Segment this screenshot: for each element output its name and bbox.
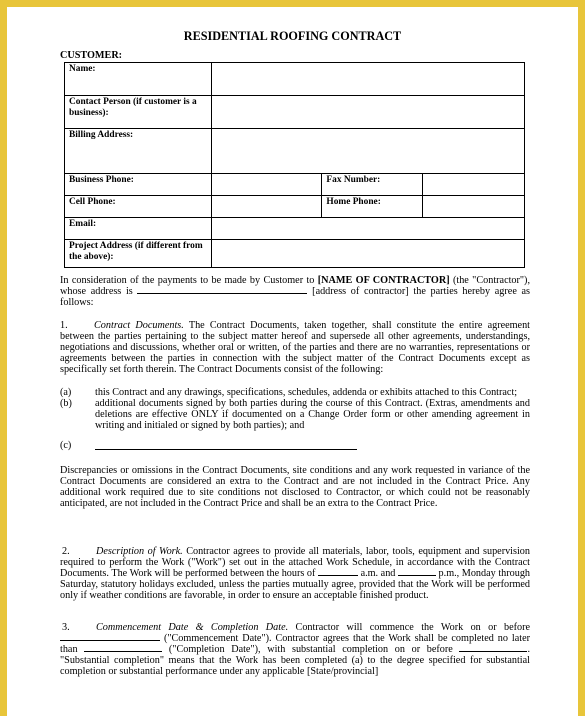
contract-page [7, 7, 578, 716]
list-item-a-text: this Contract and any drawings, specifications, schedules, addenda or exhibits attached to this Contract; [95, 387, 518, 398]
start-hour-blank[interactable] [318, 575, 358, 576]
section-3-text-c: ("Completion Date"), with substantial completion on or before [168, 644, 453, 655]
project-address-label: Project Address (if different from the above): [65, 240, 212, 268]
intro-text-a: In consideration of the payments to be made by Customer to [60, 275, 315, 286]
section-2-text-a: Contractor agrees to provide all materials, labor, tools, equipment and supervision required to perform the Work ("Work") set out in the attached Work Schedule, in accordance with the Contract Documents. The Work will be performed between the hours of [60, 546, 530, 579]
intro-text-b: (the "Contractor"), whose address is [60, 275, 531, 297]
contractor-name-placeholder: [NAME OF CONTRACTOR] [317, 275, 450, 286]
section-2-heading: Description of Work. [96, 546, 183, 557]
name-label: Name: [65, 63, 212, 96]
section-3-text-d: . "Substantial completion" means that the Work has been completed (a) to the degree specified for substantial completion or substantial performance under any applicable [State/provincial] [60, 644, 530, 677]
list-item-b-label: (b) [60, 398, 72, 409]
commencement-date-blank[interactable] [60, 640, 160, 641]
end-hour-blank[interactable] [398, 575, 436, 576]
fax-number-label: Fax Number: [322, 174, 423, 196]
discrepancies-paragraph: Discrepancies or omissions in the Contract Documents, site conditions and any work requested in variance of the Contract Documents are considered an extra to the Contract and are not included in the Contract Price. Any additional work required due to site conditions not disclosed to Contractor, or which could not be reasonably anticipated, are not included in the Contract Price and shall be an extra to the Contract Price. [60, 465, 530, 509]
home-phone-field[interactable] [423, 196, 525, 218]
section-1 [60, 320, 530, 509]
list-item-a-label: (a) [60, 387, 72, 398]
section-1-text: The Contract Documents, taken together, shall constitute the entire agreement between the parties pertaining to the subject matter hereof and supersede all other agreements, understandings, negotiations and discussions, whether oral or written, of the parties and there are no warranties, representations or agreements between the parties in connection with the subject matter of the Contract Documents except as specifically set forth therein. The Contract Documents consist of the following: [60, 320, 530, 375]
section-1-heading: Contract Documents. [94, 320, 184, 331]
cell-phone-field[interactable] [211, 196, 322, 218]
list-item-b [60, 398, 530, 431]
list-item-b-text: additional documents signed by both parties during the course of this Contract. (Extras, amendments and deletions are effective ONLY if documented on a Change Order form or other amending agreement in writing and initialed or signed by both parties); and [95, 398, 530, 431]
billing-address-field[interactable] [211, 129, 524, 174]
substantial-completion-blank[interactable] [459, 651, 527, 652]
intro-paragraph [60, 275, 530, 308]
intro-text-c: the parties hereby agree as follows: [60, 286, 531, 308]
completion-date-blank[interactable] [84, 651, 162, 652]
section-3-text-b: ("Commencement Date"). Contractor agrees that the Work shall be completed no later than [60, 633, 531, 655]
section-2-number: 2. [62, 546, 70, 557]
project-address-field[interactable] [211, 240, 524, 268]
fax-number-field[interactable] [423, 174, 525, 196]
list-item-a [60, 387, 530, 398]
email-label: Email: [65, 218, 212, 240]
section-3-heading: Commencement Date & Completion Date. [96, 622, 289, 633]
cell-phone-label: Cell Phone: [65, 196, 212, 218]
section-3-number: 3. [62, 622, 70, 633]
section-2-text-b: p.m., Monday through Saturday, statutory holidays excluded, unless the parties mutually agree, provided that the Work will be performed only if weather conditions are favorable, in order to ensure an acceptable finished product. [60, 568, 531, 601]
list-item-c-label: (c) [60, 440, 72, 451]
name-field[interactable] [211, 63, 524, 96]
section-3 [60, 622, 530, 677]
customer-label: CUSTOMER: [60, 50, 123, 61]
home-phone-label: Home Phone: [322, 196, 423, 218]
contact-person-label: Contact Person (if customer is a business): [65, 96, 212, 129]
document-title: RESIDENTIAL ROOFING CONTRACT [183, 29, 402, 43]
address-placeholder: [address of contractor] [312, 286, 409, 297]
list-item-c-blank[interactable] [95, 440, 357, 450]
customer-info-table [64, 62, 525, 268]
business-phone-label: Business Phone: [65, 174, 212, 196]
section-2-am: a.m. and [360, 568, 396, 579]
section-2 [60, 546, 530, 601]
billing-address-label: Billing Address: [65, 129, 212, 174]
section-1-number: 1. [60, 320, 68, 331]
contractor-address-blank[interactable] [137, 293, 307, 294]
contact-person-field[interactable] [211, 96, 524, 129]
list-item-c [60, 440, 530, 453]
email-field[interactable] [211, 218, 524, 240]
section-3-text-a: Contractor will commence the Work on or before [295, 622, 531, 633]
business-phone-field[interactable] [211, 174, 322, 196]
